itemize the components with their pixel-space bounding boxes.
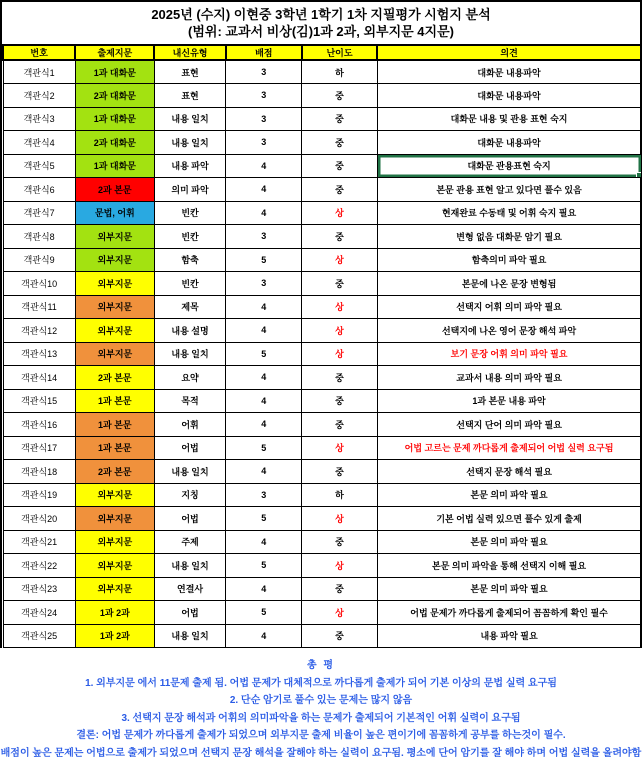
table-row	[3, 460, 641, 484]
cell-difficulty[interactable]: 상	[302, 601, 377, 625]
cell-type[interactable]: 내용 일치	[154, 460, 225, 484]
cell-points[interactable]: 3	[226, 107, 302, 131]
cell-points[interactable]: 4	[226, 577, 302, 601]
cell-source[interactable]: 2과 본문	[75, 178, 154, 202]
cell-points[interactable]: 4	[226, 201, 302, 225]
cell-difficulty[interactable]: 중	[302, 107, 377, 131]
cell-points[interactable]: 5	[226, 507, 302, 531]
cell-type[interactable]: 주제	[154, 530, 225, 554]
cell-number[interactable]: 객관식8	[3, 225, 75, 249]
cell-source[interactable]: 외부지문	[75, 483, 154, 507]
cell-source[interactable]: 2과 본문	[75, 460, 154, 484]
cell-points[interactable]: 3	[226, 483, 302, 507]
cell-opinion[interactable]: 본문에 나온 문장 변형됨	[377, 272, 641, 296]
cell-difficulty[interactable]: 중	[302, 272, 377, 296]
cell-source[interactable]: 1과 대화문	[75, 107, 154, 131]
table-row	[3, 131, 641, 155]
cell-number[interactable]: 객관식25	[3, 624, 75, 648]
overall-review-line: 배점이 높은 문제는 어법으로 출제가 되었으며 선택지 문장 해석을 잘해야 하는 실력이 요구됨. 평소에 단어 암기를 잘 해야 하며 어법 실력을 올려야함	[0, 747, 642, 757]
table-row	[3, 342, 641, 366]
header-row	[3, 45, 641, 60]
cell-points[interactable]: 5	[226, 436, 302, 460]
cell-opinion[interactable]: 함축의미 파악 필요	[377, 248, 641, 272]
cell-opinion[interactable]: 어법 문제가 까다롭게 출제되어 꼼꼼하게 확인 필수	[377, 601, 641, 625]
cell-number[interactable]: 객관식5	[3, 154, 75, 178]
cell-number[interactable]: 객관식21	[3, 530, 75, 554]
cell-difficulty[interactable]: 상	[302, 554, 377, 578]
table-row	[3, 60, 641, 84]
cell-source[interactable]: 1과 2과	[75, 624, 154, 648]
column-header-points[interactable]: 배점	[226, 45, 302, 60]
cell-difficulty[interactable]: 중	[302, 460, 377, 484]
cell-number[interactable]: 객관식17	[3, 436, 75, 460]
cell-difficulty[interactable]: 중	[302, 84, 377, 108]
cell-type[interactable]: 표현	[154, 84, 225, 108]
cell-opinion[interactable]: 대화문 내용파악	[377, 131, 641, 155]
table-row	[3, 201, 641, 225]
cell-source[interactable]: 1과 본문	[75, 413, 154, 437]
table-row	[3, 319, 641, 343]
cell-difficulty[interactable]: 상	[302, 319, 377, 343]
table-row	[3, 366, 641, 390]
cell-source[interactable]: 외부지문	[75, 554, 154, 578]
overall-review-line: 3. 선택지 문장 해석과 어휘의 의미파악을 하는 문제가 출제되어 기본적인 어휘 실력이 요구됨	[121, 712, 521, 724]
cell-type[interactable]: 내용 설명	[154, 319, 225, 343]
cell-source[interactable]: 1과 대화문	[75, 154, 154, 178]
cell-type[interactable]: 빈칸	[154, 225, 225, 249]
cell-opinion[interactable]: 대화문 관용표현 숙지	[377, 154, 641, 178]
table-row	[3, 84, 641, 108]
table-body	[3, 60, 641, 648]
cell-type[interactable]: 어휘	[154, 413, 225, 437]
cell-difficulty[interactable]: 중	[302, 131, 377, 155]
cell-source[interactable]: 1과 2과	[75, 601, 154, 625]
cell-points[interactable]: 4	[226, 154, 302, 178]
cell-number[interactable]: 객관식19	[3, 483, 75, 507]
overall-review-line: 결론: 어법 문제가 까다롭게 출제가 되었으며 외부지문 출제 비율이 높은 편이기에 꼼꼼하게 공부를 하는것이 필수.	[76, 730, 566, 741]
cell-opinion[interactable]: 본문 의미 파악을 통해 선택지 이해 필요	[377, 554, 641, 578]
cell-opinion[interactable]: 교과서 내용 의미 파악 필요	[377, 366, 641, 390]
column-header-type[interactable]: 내신유형	[154, 45, 225, 60]
cell-points[interactable]: 4	[226, 530, 302, 554]
cell-difficulty[interactable]: 상	[302, 507, 377, 531]
table-row	[3, 507, 641, 531]
cell-difficulty[interactable]: 하	[302, 483, 377, 507]
cell-opinion[interactable]: 선택지에 나온 영어 문장 해석 파악	[377, 319, 641, 343]
cell-number[interactable]: 객관식23	[3, 577, 75, 601]
cell-source[interactable]: 1과 본문	[75, 389, 154, 413]
cell-opinion[interactable]: 본문 의미 파악 필요	[377, 483, 641, 507]
table-row	[3, 389, 641, 413]
cell-opinion[interactable]: 보기 문장 어휘 의미 파악 필요	[377, 342, 641, 366]
table-row	[3, 178, 641, 202]
cell-source[interactable]: 2과 대화문	[75, 131, 154, 155]
cell-number[interactable]: 객관식16	[3, 413, 75, 437]
cell-source[interactable]: 1과 대화문	[75, 60, 154, 84]
table-row	[3, 154, 641, 178]
cell-source[interactable]: 2과 본문	[75, 366, 154, 390]
cell-number[interactable]: 객관식2	[3, 84, 75, 108]
table-row	[3, 436, 641, 460]
cell-source[interactable]: 문법, 어휘	[75, 201, 154, 225]
cell-type[interactable]: 내용 일치	[154, 554, 225, 578]
cell-type[interactable]: 연결사	[154, 577, 225, 601]
overall-review-heading: 총 평	[306, 660, 336, 671]
column-header-source[interactable]: 출제지문	[75, 45, 154, 60]
cell-source[interactable]: 1과 본문	[75, 436, 154, 460]
cell-difficulty[interactable]: 중	[302, 225, 377, 249]
cell-number[interactable]: 객관식13	[3, 342, 75, 366]
cell-number[interactable]: 객관식18	[3, 460, 75, 484]
cell-difficulty[interactable]: 중	[302, 366, 377, 390]
cell-opinion[interactable]: 어법 고르는 문제 까다롭게 출제되어 어법 실력 요구됨	[377, 436, 641, 460]
cell-type[interactable]: 제목	[154, 295, 225, 319]
cell-type[interactable]: 요약	[154, 366, 225, 390]
cell-opinion[interactable]: 대화문 내용파악	[377, 84, 641, 108]
cell-difficulty[interactable]: 상	[302, 295, 377, 319]
cell-type[interactable]: 빈칸	[154, 272, 225, 296]
cell-number[interactable]: 객관식1	[3, 60, 75, 84]
cell-points[interactable]: 4	[226, 319, 302, 343]
cell-type[interactable]: 빈칸	[154, 201, 225, 225]
cell-type[interactable]: 지칭	[154, 483, 225, 507]
title-line-2: (범위: 교과서 비상(김)1과 2과, 외부지문 4지문)	[188, 24, 454, 39]
cell-type[interactable]: 내용 일치	[154, 624, 225, 648]
cell-points[interactable]: 3	[226, 60, 302, 84]
cell-source[interactable]: 외부지문	[75, 225, 154, 249]
analysis-table	[2, 44, 642, 648]
overall-review-line: 1. 외부지문 에서 11문제 출제 됨. 어법 문제가 대체적으로 까다롭게 출제가 되어 기본 이상의 문법 실력 요구됨	[85, 677, 557, 689]
cell-source[interactable]: 외부지문	[75, 319, 154, 343]
cell-source[interactable]: 외부지문	[75, 295, 154, 319]
column-header-opinion[interactable]: 의견	[377, 45, 641, 60]
cell-opinion[interactable]: 대화문 내용 및 관용 표현 숙지	[377, 107, 641, 131]
cell-number[interactable]: 객관식15	[3, 389, 75, 413]
cell-source[interactable]: 외부지문	[75, 507, 154, 531]
cell-points[interactable]: 4	[226, 178, 302, 202]
cell-number[interactable]: 객관식10	[3, 272, 75, 296]
cell-type[interactable]: 함축	[154, 248, 225, 272]
cell-opinion[interactable]: 선택지 어휘 의미 파악 필요	[377, 295, 641, 319]
table-row	[3, 624, 641, 648]
cell-opinion[interactable]: 대화문 내용파악	[377, 60, 641, 84]
cell-opinion[interactable]: 선택지 문장 해석 필요	[377, 460, 641, 484]
cell-difficulty[interactable]: 상	[302, 436, 377, 460]
cell-opinion[interactable]: 본문 의미 파악 필요	[377, 530, 641, 554]
cell-opinion[interactable]: 기본 어법 실력 있으면 풀수 있게 출제	[377, 507, 641, 531]
cell-type[interactable]: 내용 파악	[154, 154, 225, 178]
cell-type[interactable]: 어법	[154, 436, 225, 460]
cell-type[interactable]: 내용 일치	[154, 131, 225, 155]
cell-difficulty[interactable]: 중	[302, 178, 377, 202]
table-row	[3, 225, 641, 249]
cell-source[interactable]: 외부지문	[75, 272, 154, 296]
cell-points[interactable]: 3	[226, 225, 302, 249]
column-header-number[interactable]: 번호	[3, 45, 75, 60]
table-row	[3, 530, 641, 554]
cell-difficulty[interactable]: 중	[302, 413, 377, 437]
cell-difficulty[interactable]: 중	[302, 577, 377, 601]
cell-points[interactable]: 3	[226, 131, 302, 155]
cell-type[interactable]: 어법	[154, 507, 225, 531]
overall-review-line: 2. 단순 암기로 풀수 있는 문제는 많지 않음	[229, 695, 413, 706]
cell-opinion[interactable]: 선택지 단어 의미 파악 필요	[377, 413, 641, 437]
cell-difficulty[interactable]: 상	[302, 342, 377, 366]
cell-points[interactable]: 4	[226, 366, 302, 390]
cell-difficulty[interactable]: 중	[302, 154, 377, 178]
cell-points[interactable]: 4	[226, 413, 302, 437]
cell-opinion[interactable]: 1과 본문 내용 파악	[377, 389, 641, 413]
table-row	[3, 295, 641, 319]
cell-type[interactable]: 표현	[154, 60, 225, 84]
cell-number[interactable]: 객관식11	[3, 295, 75, 319]
table-row	[3, 554, 641, 578]
table-row	[3, 413, 641, 437]
cell-source[interactable]: 외부지문	[75, 577, 154, 601]
column-header-difficulty[interactable]: 난이도	[302, 45, 377, 60]
cell-opinion[interactable]: 변형 없음 대화문 암기 필요	[377, 225, 641, 249]
cell-opinion[interactable]: 내용 파악 필요	[377, 624, 641, 648]
cell-opinion[interactable]: 본문 관용 표현 알고 있다면 풀수 있음	[377, 178, 641, 202]
cell-number[interactable]: 객관식7	[3, 201, 75, 225]
table-row	[3, 601, 641, 625]
cell-number[interactable]: 객관식20	[3, 507, 75, 531]
cell-difficulty[interactable]: 상	[302, 201, 377, 225]
cell-source[interactable]: 외부지문	[75, 248, 154, 272]
cell-difficulty[interactable]: 중	[302, 389, 377, 413]
cell-number[interactable]: 객관식22	[3, 554, 75, 578]
cell-type[interactable]: 내용 일치	[154, 107, 225, 131]
table-row	[3, 248, 641, 272]
cell-type[interactable]: 목적	[154, 389, 225, 413]
overall-review	[0, 648, 642, 757]
table-row	[3, 483, 641, 507]
cell-source[interactable]: 외부지문	[75, 342, 154, 366]
cell-difficulty[interactable]: 상	[302, 248, 377, 272]
sheet-title	[2, 2, 640, 44]
cell-points[interactable]: 4	[226, 624, 302, 648]
cell-points[interactable]: 5	[226, 554, 302, 578]
cell-source[interactable]: 2과 대화문	[75, 84, 154, 108]
cell-points[interactable]: 3	[226, 272, 302, 296]
cell-points[interactable]: 5	[226, 342, 302, 366]
cell-difficulty[interactable]: 하	[302, 60, 377, 84]
cell-points[interactable]: 3	[226, 84, 302, 108]
cell-number[interactable]: 객관식4	[3, 131, 75, 155]
cell-number[interactable]: 객관식24	[3, 601, 75, 625]
table-row	[3, 577, 641, 601]
cell-type[interactable]: 어법	[154, 601, 225, 625]
cell-type[interactable]: 내용 일치	[154, 342, 225, 366]
cell-opinion[interactable]: 현재완료 수동태 및 어휘 숙지 필요	[377, 201, 641, 225]
cell-difficulty[interactable]: 중	[302, 624, 377, 648]
title-line-1: 2025년 (수지) 이현중 3학년 1학기 1차 지필평가 시험지 분석	[151, 7, 491, 22]
cell-number[interactable]: 객관식9	[3, 248, 75, 272]
cell-opinion[interactable]: 본문 의미 파악 필요	[377, 577, 641, 601]
cell-points[interactable]: 4	[226, 460, 302, 484]
cell-number[interactable]: 객관식6	[3, 178, 75, 202]
cell-difficulty[interactable]: 중	[302, 530, 377, 554]
cell-points[interactable]: 4	[226, 295, 302, 319]
table-row	[3, 107, 641, 131]
cell-points[interactable]: 5	[226, 601, 302, 625]
cell-points[interactable]: 5	[226, 248, 302, 272]
cell-number[interactable]: 객관식14	[3, 366, 75, 390]
cell-type[interactable]: 의미 파악	[154, 178, 225, 202]
cell-source[interactable]: 외부지문	[75, 530, 154, 554]
table-row	[3, 272, 641, 296]
cell-number[interactable]: 객관식12	[3, 319, 75, 343]
cell-points[interactable]: 4	[226, 389, 302, 413]
cell-number[interactable]: 객관식3	[3, 107, 75, 131]
